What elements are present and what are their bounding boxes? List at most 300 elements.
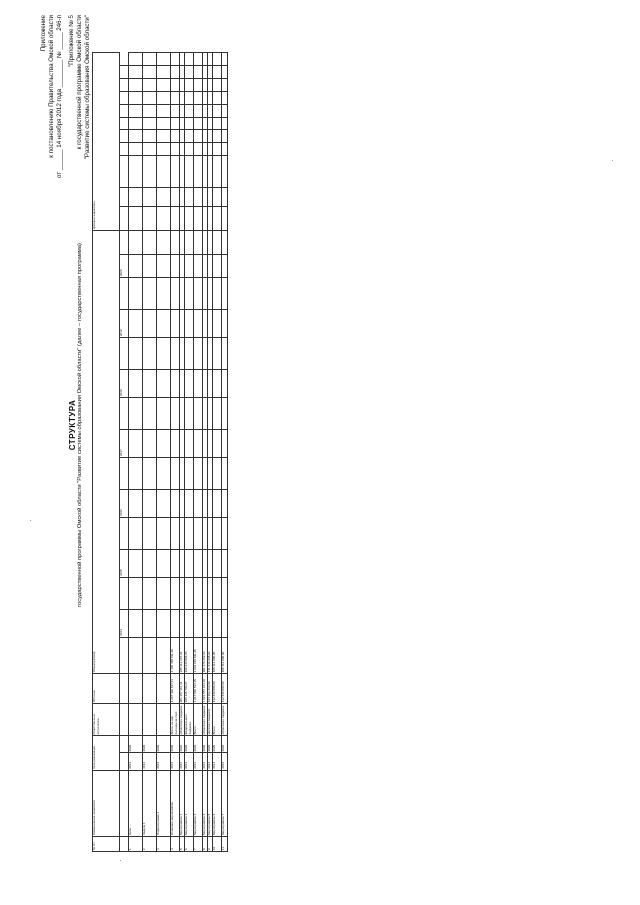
table-row — [143, 53, 157, 852]
table-cell: 2014 — [213, 753, 222, 770]
table-cell: Всего, из них расходы за счет: — [171, 704, 180, 736]
table-cell-empty — [185, 104, 193, 117]
table-cell-empty — [129, 490, 143, 518]
table-cell-empty — [129, 610, 143, 638]
table-cell-empty — [129, 338, 143, 370]
year-cell: 2019 — [120, 310, 129, 338]
table-cell: 2014 — [157, 753, 171, 770]
table-cell: 8 — [202, 837, 207, 852]
table-cell: Мероприятие 6 — [213, 770, 222, 836]
table-cell-empty — [193, 53, 202, 66]
table-cell: 2014 — [129, 753, 143, 770]
table-cell: 981 357 116,44 — [180, 674, 185, 704]
table-cell-empty — [193, 104, 202, 117]
table-cell-empty — [193, 78, 202, 91]
table-cell-empty — [193, 66, 202, 79]
table-cell: 412 840 000,00 — [222, 674, 227, 704]
table-cell: 2020 — [157, 736, 171, 753]
table-cell-empty — [222, 370, 227, 398]
table-cell-empty — [185, 550, 193, 578]
table-cell-empty — [157, 517, 171, 549]
table-cell: 2014 — [222, 753, 227, 770]
table-cell: областного бюджета — [201, 705, 206, 735]
head-source: Источник — [93, 674, 120, 704]
table-cell-empty — [129, 143, 143, 156]
table-cell-empty — [193, 188, 202, 207]
table-cell-empty — [222, 78, 227, 91]
head-period: Срок реализации — [93, 736, 120, 770]
table-cell-empty — [185, 458, 193, 490]
table-cell-empty — [222, 310, 227, 338]
table-cell-empty — [129, 207, 143, 231]
table-cell-empty — [185, 490, 193, 518]
table-cell-empty — [143, 398, 157, 430]
table-cell-empty — [222, 91, 227, 104]
table-cell-empty — [157, 338, 171, 370]
table-cell-empty — [171, 398, 180, 430]
table-cell-empty — [213, 230, 222, 254]
table-cell: 1 165 458 011,40 — [171, 637, 180, 673]
table-cell: 2020 — [207, 736, 212, 753]
table-cell-empty — [213, 156, 222, 188]
table-cell-empty — [157, 370, 171, 398]
table-cell-empty — [171, 458, 180, 490]
table-cell-empty — [213, 490, 222, 518]
table-cell: Основное мероприятие — [171, 770, 180, 836]
table-cell-empty — [157, 458, 171, 490]
table-cell: 1 — [129, 837, 143, 852]
table-cell-empty — [213, 117, 222, 130]
table-cell-empty — [129, 156, 143, 188]
table-cell-empty — [213, 430, 222, 458]
table-cell-empty — [157, 156, 171, 188]
table-cell-empty — [129, 398, 143, 430]
table-cell-empty — [157, 550, 171, 578]
table-cell-empty — [185, 91, 193, 104]
table-cell-empty — [171, 230, 180, 254]
table-cell: 2020 — [213, 736, 222, 753]
table-cell — [143, 637, 157, 673]
table-cell-empty — [193, 398, 202, 430]
table-cell-empty — [222, 156, 227, 188]
table-cell-empty — [193, 130, 202, 143]
table-cell-empty — [185, 577, 193, 609]
table-cell-empty — [193, 310, 202, 338]
table-cell-empty — [171, 156, 180, 188]
table-cell-empty — [193, 278, 202, 310]
table-cell-empty — [171, 207, 180, 231]
table-cell-empty — [222, 610, 227, 638]
table-cell: федерального бюджета — [185, 704, 193, 736]
year-cell: 2020 — [120, 254, 129, 278]
table-cell-empty — [185, 78, 193, 91]
table-cell: 2014 — [180, 753, 185, 770]
table-cell-empty — [222, 338, 227, 370]
table-cell-empty — [193, 143, 202, 156]
table-cell-empty — [157, 117, 171, 130]
table-cell: 2014 — [202, 753, 207, 770]
head-number: № п/п — [93, 837, 120, 852]
header-line-2: к постановлению Правительства Омской области — [48, 15, 55, 158]
table-cell-empty — [129, 577, 143, 609]
table-cell — [157, 704, 171, 736]
table-cell-empty — [129, 254, 143, 278]
table-body — [93, 53, 228, 852]
structure-table — [92, 52, 562, 852]
table-row — [193, 53, 202, 852]
table-cell-empty — [222, 577, 227, 609]
head-volume: Объем (рублей) — [93, 230, 120, 673]
table-cell: 2014 — [193, 753, 202, 770]
table-cell: 3 — [157, 837, 171, 852]
table-cell: 7 — [193, 837, 202, 852]
table-cell: 2020 — [180, 736, 185, 753]
table-cell-empty — [185, 143, 193, 156]
table-cell-empty — [143, 550, 157, 578]
table-cell-empty — [213, 610, 222, 638]
title-main: СТРУКТУРА — [68, 399, 77, 451]
year-cell: 2015 — [120, 550, 129, 578]
head-indicators: Целевые индикаторы — [93, 53, 120, 231]
table-cell-empty — [143, 143, 157, 156]
table-cell: Цель: ... — [129, 770, 143, 836]
table-cell-empty — [185, 517, 193, 549]
table-cell-empty — [157, 66, 171, 79]
table-years-row — [120, 53, 129, 852]
table-cell-empty — [213, 398, 222, 430]
table-cell-empty — [222, 117, 227, 130]
table-cell-empty — [129, 370, 143, 398]
table-cell-empty — [171, 310, 180, 338]
table-cell-empty — [193, 550, 202, 578]
header-line-1: Приложение — [40, 15, 47, 52]
table-cell-empty — [222, 398, 227, 430]
table-cell: 2014 — [185, 753, 193, 770]
table-cell-empty — [157, 104, 171, 117]
table-cell-empty — [143, 370, 157, 398]
table-cell-empty — [157, 490, 171, 518]
table-cell-empty — [171, 278, 180, 310]
table-cell-empty — [143, 188, 157, 207]
table-cell-empty — [171, 143, 180, 156]
table-cell-empty — [193, 610, 202, 638]
table-cell-empty — [193, 156, 202, 188]
table-row — [157, 53, 171, 852]
table-cell-empty — [157, 577, 171, 609]
table-cell-empty — [213, 66, 222, 79]
table-cell-empty — [143, 430, 157, 458]
table-cell: 141 644 608,92 — [207, 637, 212, 673]
table-cell: 5 — [180, 837, 185, 852]
table-cell-empty — [222, 230, 227, 254]
header-line-4: "Приложение № 5 — [68, 15, 75, 68]
table-cell-empty — [129, 53, 143, 66]
table-cell: 2020 — [185, 736, 193, 753]
table-cell-empty — [193, 458, 202, 490]
table-cell-empty — [185, 254, 193, 278]
table-cell-empty — [185, 398, 193, 430]
table-cell-empty — [171, 370, 180, 398]
table-cell-empty — [157, 610, 171, 638]
table-cell: областного бюджета — [221, 705, 226, 735]
table-cell-empty — [143, 78, 157, 91]
table-row — [222, 53, 227, 852]
table-cell: 901 374 202,53 — [202, 637, 207, 673]
table-cell-empty — [157, 207, 171, 231]
table-cell: местного бюджета — [207, 704, 212, 736]
table-cell-empty — [143, 254, 157, 278]
table-cell — [143, 674, 157, 704]
table-cell-empty — [157, 188, 171, 207]
table-cell-empty — [129, 66, 143, 79]
table-cell: 2014 — [171, 753, 180, 770]
table-cell-empty — [157, 430, 171, 458]
approval-header — [40, 15, 92, 205]
table-cell-empty — [171, 117, 180, 130]
table-cell: Мероприятие 7 — [222, 770, 227, 836]
table-cell-empty — [171, 517, 180, 549]
table-cell-empty — [129, 278, 143, 310]
table-cell-empty — [185, 66, 193, 79]
table-cell: 6 — [185, 837, 193, 852]
structure-grid — [92, 52, 228, 852]
table-cell: 2020 — [171, 736, 180, 753]
table-cell-empty — [171, 490, 180, 518]
table-cell-empty — [222, 490, 227, 518]
head-executor: Ответственный исполнитель — [93, 704, 120, 736]
table-cell: Всего — [193, 704, 202, 736]
table-cell-empty — [222, 278, 227, 310]
table-cell-empty — [157, 230, 171, 254]
document-title — [68, 190, 83, 660]
table-cell-empty — [193, 338, 202, 370]
year-cell: 2017 — [120, 430, 129, 458]
table-cell-empty — [213, 188, 222, 207]
table-cell-empty — [143, 53, 157, 66]
table-cell-empty — [193, 117, 202, 130]
table-cell: 4 — [171, 837, 180, 852]
table-cell: 405 112 000,00 — [222, 637, 227, 673]
table-cell-empty — [222, 66, 227, 79]
table-cell-empty — [171, 53, 180, 66]
table-cell-empty — [171, 610, 180, 638]
table-cell — [157, 674, 171, 704]
table-cell-empty — [185, 610, 193, 638]
table-row — [185, 53, 193, 852]
table-cell-empty — [185, 156, 193, 188]
table-cell-empty — [129, 230, 143, 254]
table-cell: 194 303 410,99 — [207, 674, 212, 704]
table-cell: 10 — [213, 837, 222, 852]
table-cell-empty — [222, 550, 227, 578]
table-cell-empty — [213, 517, 222, 549]
table-cell-empty — [185, 130, 193, 143]
table-cell-empty — [213, 130, 222, 143]
table-cell-empty — [213, 207, 222, 231]
table-cell-empty — [129, 517, 143, 549]
table-cell-empty — [129, 310, 143, 338]
year-cell: 2014 — [120, 610, 129, 638]
table-cell: 9 — [207, 837, 212, 852]
table-cell-empty — [185, 370, 193, 398]
table-cell-empty — [213, 310, 222, 338]
table-cell: 2020 — [202, 736, 207, 753]
table-cell-empty — [193, 430, 202, 458]
table-cell-empty — [129, 104, 143, 117]
table-cell-empty — [213, 370, 222, 398]
table-cell-empty — [143, 117, 157, 130]
table-cell-empty — [143, 310, 157, 338]
table-cell-empty — [222, 254, 227, 278]
table-cell-empty — [213, 53, 222, 66]
table-cell-empty — [185, 188, 193, 207]
table-cell-empty — [185, 278, 193, 310]
table-cell-empty — [213, 550, 222, 578]
table-cell: областного бюджета — [179, 705, 183, 735]
table-cell: Мероприятие 1 — [180, 770, 185, 836]
table-cell-empty — [222, 188, 227, 207]
table-cell-empty — [222, 130, 227, 143]
table-cell: Мероприятие 2 — [185, 770, 193, 836]
table-cell-empty — [213, 458, 222, 490]
table-cell-empty — [193, 490, 202, 518]
year-total-label — [120, 637, 129, 673]
table-cell-empty — [171, 104, 180, 117]
year-cell: 2018 — [120, 370, 129, 398]
table-cell — [129, 674, 143, 704]
table-cell-empty — [213, 338, 222, 370]
table-cell-empty — [171, 550, 180, 578]
table-cell-empty — [171, 188, 180, 207]
table-cell-empty — [193, 207, 202, 231]
table-cell: 2014 — [207, 753, 212, 770]
table-cell: 1 267 492 817,41 — [171, 674, 180, 704]
table-cell-empty — [157, 254, 171, 278]
table-cell-empty — [157, 278, 171, 310]
table-cell: 2014 — [143, 753, 157, 770]
table-cell: 2 — [143, 837, 157, 852]
table-cell-empty — [129, 188, 143, 207]
table-cell-empty — [129, 430, 143, 458]
table-cell-empty — [143, 490, 157, 518]
table-cell-empty — [185, 230, 193, 254]
table-cell-empty — [129, 458, 143, 490]
table-cell-empty — [157, 53, 171, 66]
table-cell — [129, 637, 143, 673]
table-cell-empty — [185, 53, 193, 66]
table-cell-empty — [171, 577, 180, 609]
header-line-5: к государственной программе Омской области — [76, 15, 83, 150]
table-cell-empty — [171, 78, 180, 91]
table-cell: 1 043 018 811,45 — [193, 637, 202, 673]
table-cell: 405 112 000,00 — [213, 637, 222, 673]
table-cell-empty — [171, 254, 180, 278]
table-cell: Всего — [213, 704, 222, 736]
table-cell: 2020 — [193, 736, 202, 753]
table-cell-empty — [213, 104, 222, 117]
table-cell-empty — [185, 430, 193, 458]
table-cell: Мероприятие 5 — [207, 770, 212, 836]
table-cell: Подпрограмма 1 — [157, 770, 171, 836]
table-cell: Задача 1 — [143, 770, 157, 836]
table-cell-empty — [213, 78, 222, 91]
head-name: Наименование показателя — [93, 770, 120, 836]
table-cell-empty — [222, 430, 227, 458]
year-cell: 2016 — [120, 490, 129, 518]
table-cell-empty — [213, 577, 222, 609]
table-cell-empty — [222, 458, 227, 490]
table-cell-empty — [129, 117, 143, 130]
table-cell-empty — [193, 517, 202, 549]
table-cell: 186 135 700,97 — [185, 674, 193, 704]
table-cell-empty — [143, 130, 157, 143]
table-cell-empty — [143, 338, 157, 370]
table-cell: 412 840 000,00 — [213, 674, 222, 704]
table-cell-empty — [213, 254, 222, 278]
header-line-6: "Развитие системы образования Омской области" — [84, 15, 91, 160]
table-cell-empty — [193, 254, 202, 278]
table-cell-empty — [157, 398, 171, 430]
table-cell-empty — [129, 78, 143, 91]
table-cell-empty — [143, 458, 157, 490]
table-cell-empty — [129, 130, 143, 143]
table-cell-empty — [143, 66, 157, 79]
table-cell-empty — [185, 117, 193, 130]
table-cell: 220 344 804,06 — [185, 637, 193, 673]
table-cell: 2020 — [129, 736, 143, 753]
table-cell-empty — [143, 230, 157, 254]
table-cell-empty — [143, 104, 157, 117]
title-sub: государственной программы Омской области "Развитие системы образования Омской области" (далее – государственная программа) — [77, 243, 83, 607]
table-cell-empty — [193, 91, 202, 104]
table-cell-empty — [185, 338, 193, 370]
table-cell-empty — [185, 207, 193, 231]
table-cell-empty — [157, 143, 171, 156]
table-cell-empty — [222, 143, 227, 156]
table-cell: 11 — [222, 837, 227, 852]
table-cell-empty — [143, 517, 157, 549]
table-cell-empty — [143, 207, 157, 231]
table-cell-empty — [171, 130, 180, 143]
table-cell — [143, 704, 157, 736]
table-cell: Мероприятие 3 — [193, 770, 202, 836]
table-cell-empty — [171, 430, 180, 458]
table-row — [129, 53, 143, 852]
table-cell-empty — [157, 310, 171, 338]
table-header-row — [93, 53, 120, 852]
table-cell-empty — [193, 370, 202, 398]
table-cell-empty — [213, 91, 222, 104]
table-cell-empty — [213, 143, 222, 156]
table-cell-empty — [129, 550, 143, 578]
table-cell: Мероприятие 4 — [202, 770, 207, 836]
table-cell: 2020 — [222, 736, 227, 753]
table-cell-empty — [143, 577, 157, 609]
table-cell-empty — [157, 78, 171, 91]
table-cell — [157, 637, 171, 673]
table-cell-empty — [171, 66, 180, 79]
table-cell: 1 023 557 101,36 — [202, 674, 207, 704]
header-line-3: от ______ 14 ноября 2012 года ________ № _____ 246-п — [56, 15, 63, 178]
table-cell — [129, 704, 143, 736]
table-cell-empty — [222, 53, 227, 66]
table-cell-empty — [171, 91, 180, 104]
table-cell-empty — [185, 310, 193, 338]
table-cell-empty — [193, 577, 202, 609]
table-cell-empty — [213, 278, 222, 310]
table-cell-empty — [193, 230, 202, 254]
table-cell-empty — [143, 610, 157, 638]
